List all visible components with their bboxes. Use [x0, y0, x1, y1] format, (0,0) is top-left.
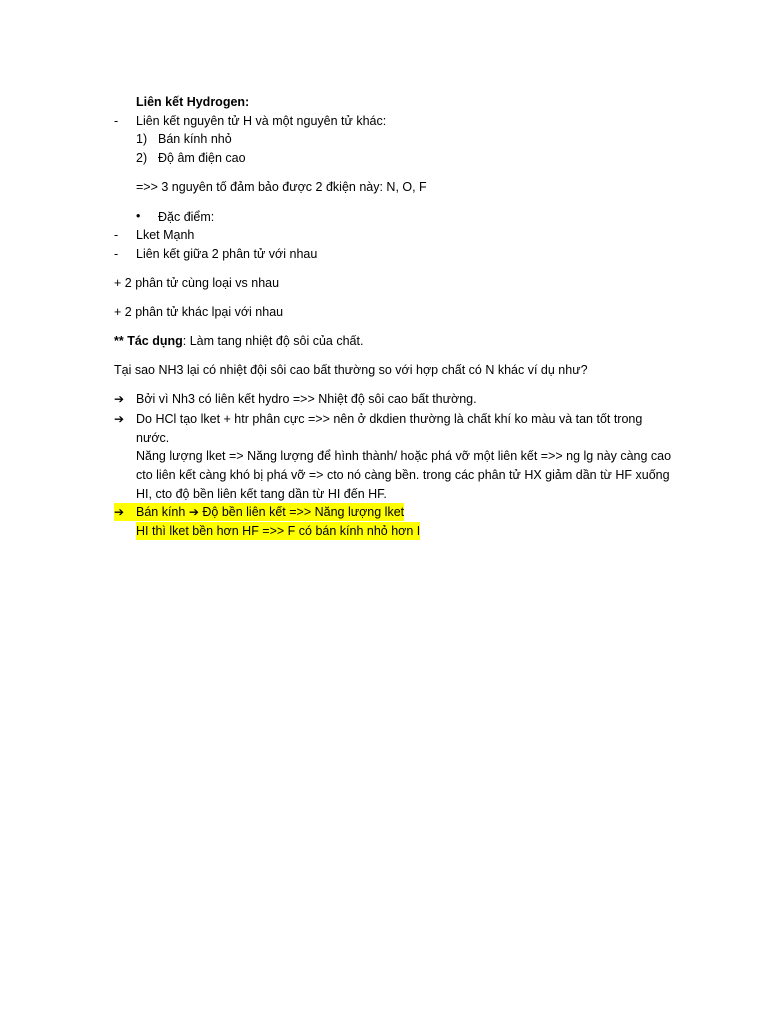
list-number-1: 1) — [136, 132, 148, 146]
answer-2-line-1: Do HCl tạo lket + htr phân cực =>> nên ở dkdien thường là chất khí ko màu và tan tốt trong — [136, 412, 643, 426]
plus-item: + 2 phân tử cùng loại vs nhau — [114, 276, 280, 290]
dash-marker: - — [114, 247, 119, 261]
energy-line: cto liên kết càng khó bị phá vỡ => cto nó càng bền. trong các phân tử HX giảm dần từ HF xuống — [136, 468, 670, 482]
question-text: Tại sao NH3 lại có nhiệt đội sôi cao bất thường so với hợp chất có N khác ví dụ như? — [114, 363, 588, 377]
highlight-part-2: Độ bền liên kết =>> Năng lượng lket — [202, 505, 405, 519]
numbered-item-2: Độ âm điện cao — [158, 151, 246, 165]
effect-text: : Làm tang nhiệt độ sôi của chất. — [182, 334, 364, 348]
bullet-marker: • — [136, 209, 141, 223]
effect-label: ** Tác dụng — [114, 334, 183, 348]
answer-1: Bởi vì Nh3 có liên kết hydro =>> Nhiệt độ sôi cao bất thường. — [136, 392, 477, 406]
features-heading: Đặc điểm: — [158, 210, 215, 224]
highlight-line-1 — [136, 503, 404, 521]
feature-item: Lket Mạnh — [136, 228, 195, 242]
highlight-line-2: HI thì lket bền hơn HF =>> F có bán kính nhỏ hơn I — [136, 524, 421, 538]
energy-line: HI, cto độ bền liên kết tang dần từ HI đến HF. — [136, 487, 387, 501]
document-title: Liên kết Hydrogen: — [136, 95, 250, 109]
arrow-icon: ➔ — [114, 392, 125, 406]
numbered-item-1: Bán kính nhỏ — [158, 132, 232, 146]
effect-paragraph — [114, 332, 363, 350]
arrow-icon: ➔ — [188, 505, 199, 519]
feature-item: Liên kết giữa 2 phân tử với nhau — [136, 247, 318, 261]
arrow-icon: ➔ — [114, 503, 136, 521]
dash-marker: - — [114, 114, 119, 128]
conclusion-text: =>> 3 nguyên tố đảm bảo được 2 đkiện này: N, O, F — [136, 180, 427, 194]
dash-marker: - — [114, 228, 119, 242]
arrow-icon: ➔ — [114, 412, 125, 426]
highlight-part-1: Bán kính — [136, 505, 186, 519]
intro-text: Liên kết nguyên tử H và một nguyên tử khác: — [136, 114, 387, 128]
energy-line: Năng lượng lket => Năng lượng để hình thành/ hoặc phá vỡ một liên kết =>> ng lg này càng cao — [136, 449, 672, 463]
list-number-2: 2) — [136, 151, 148, 165]
plus-item: + 2 phân tử khác lpại với nhau — [114, 305, 284, 319]
answer-2-line-2: nước. — [136, 431, 170, 445]
